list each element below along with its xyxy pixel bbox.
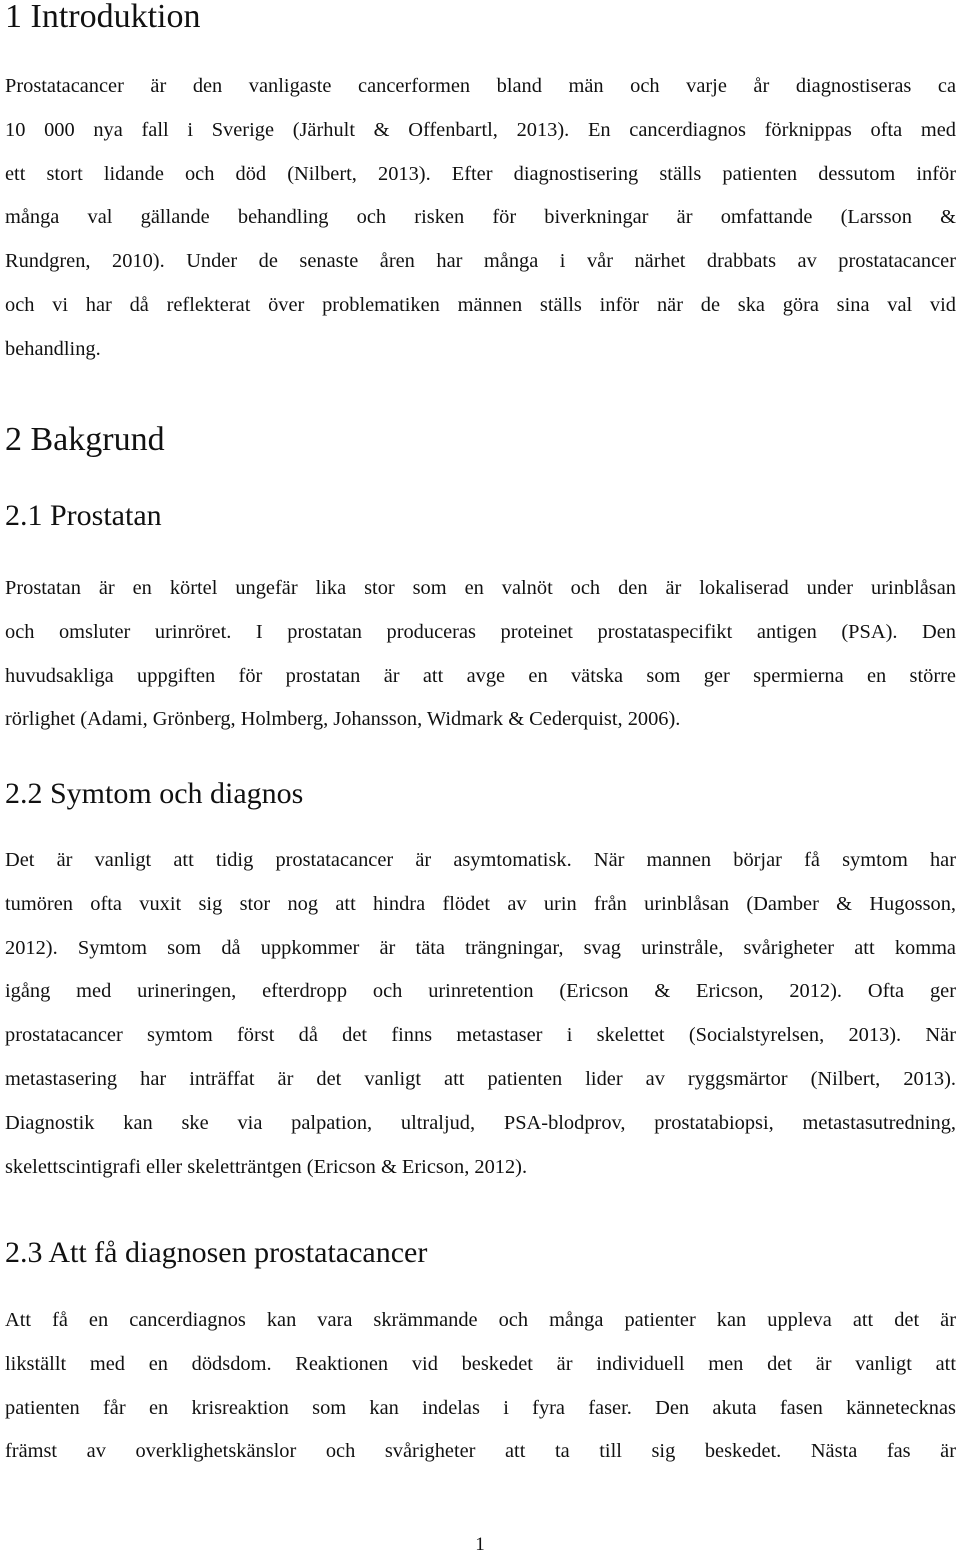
text-line: Diagnostik kan ske via palpation, ultraljud, PSA-blodprov, prostatabiopsi, metastasutredning, [5, 1111, 956, 1134]
text-line: 2012). Symtom som då uppkommer är täta trängningar, svag urinstråle, svårigheter att komma [5, 936, 956, 959]
text-line: metastasering har inträffat är det vanligt att patienten lider av ryggsmärtor (Nilbert, 2013). [5, 1067, 956, 1090]
text-line: likställt med en dödsdom. Reaktionen vid beskedet är individuell men det är vanligt att [5, 1352, 956, 1375]
text-line: många val gällande behandling och risken för biverkningar är omfattande (Larsson & [5, 206, 956, 229]
paragraph-att-fa-diagnosen [5, 1299, 956, 1474]
section-heading-bakgrund: 2 Bakgrund [5, 421, 165, 458]
text-line: och vi har då reflekterat över problematiken männen ställs inför när de ska göra sina val vid [5, 293, 956, 316]
text-line: Att få en cancerdiagnos kan vara skrämmande och många patienter kan uppleva att det är [5, 1309, 956, 1331]
text-line: rörlighet (Adami, Grönberg, Holmberg, Johansson, Widmark & Cederquist, 2006). [5, 708, 681, 731]
page-number: 1 [475, 1534, 485, 1555]
text-line: tumören ofta vuxit sig stor nog att hindra flödet av urin från urinblåsan (Damber & Hugosson, [5, 892, 956, 915]
text-line: ett stort lidande och död (Nilbert, 2013). Efter diagnostisering ställs patienten dessutom inför [5, 162, 956, 185]
text-line: Rundgren, 2010). Under de senaste åren har många i vår närhet drabbats av prostatacancer [5, 250, 956, 273]
text-line: huvudsakliga uppgiften för prostatan är att avge en vätska som ger spermierna en större [5, 664, 956, 687]
text-line: behandling. [5, 337, 101, 360]
text-line: 10 000 nya fall i Sverige (Järhult & Offenbartl, 2013). En cancerdiagnos förknippas ofta med [5, 118, 956, 141]
subsection-heading-prostatan: 2.1 Prostatan [5, 499, 162, 532]
text-line: främst av overklighetskänslor och svårigheter att ta till sig beskedet. Nästa fas är [5, 1440, 956, 1463]
paragraph-prostatan [5, 567, 956, 742]
text-line: Prostatacancer är den vanligaste cancerformen bland män och varje år diagnostiseras ca [5, 75, 956, 97]
paragraph-introduktion [5, 65, 956, 372]
text-line: skelettscintigrafi eller skeletträntgen (Ericson & Ericson, 2012). [5, 1155, 528, 1178]
text-line: och omsluter urinröret. I prostatan produceras proteinet prostataspecifikt antigen (PSA). Den [5, 620, 956, 643]
subsection-heading-symtom-och-diagnos: 2.2 Symtom och diagnos [5, 777, 304, 810]
subsection-heading-att-fa-diagnosen: 2.3 Att få diagnosen prostatacancer [5, 1236, 428, 1269]
paragraph-symtom-och-diagnos [5, 839, 956, 1189]
text-line: igång med urineringen, efterdropp och urinretention (Ericson & Ericson, 2012). Ofta ger [5, 980, 956, 1003]
text-line: patienten får en krisreaktion som kan indelas i fyra faser. Den akuta fasen kännetecknas [5, 1396, 956, 1419]
text-line: Det är vanligt att tidig prostatacancer är asymtomatisk. När mannen börjar få symtom har [5, 849, 956, 871]
text-line: Prostatan är en körtel ungefär lika stor som en valnöt och den är lokaliserad under urinblåsan [5, 577, 956, 599]
text-line: prostatacancer symtom först då det finns metastaser i skelettet (Socialstyrelsen, 2013). När [5, 1024, 956, 1047]
section-heading-introduktion: 1 Introduktion [5, 0, 201, 35]
